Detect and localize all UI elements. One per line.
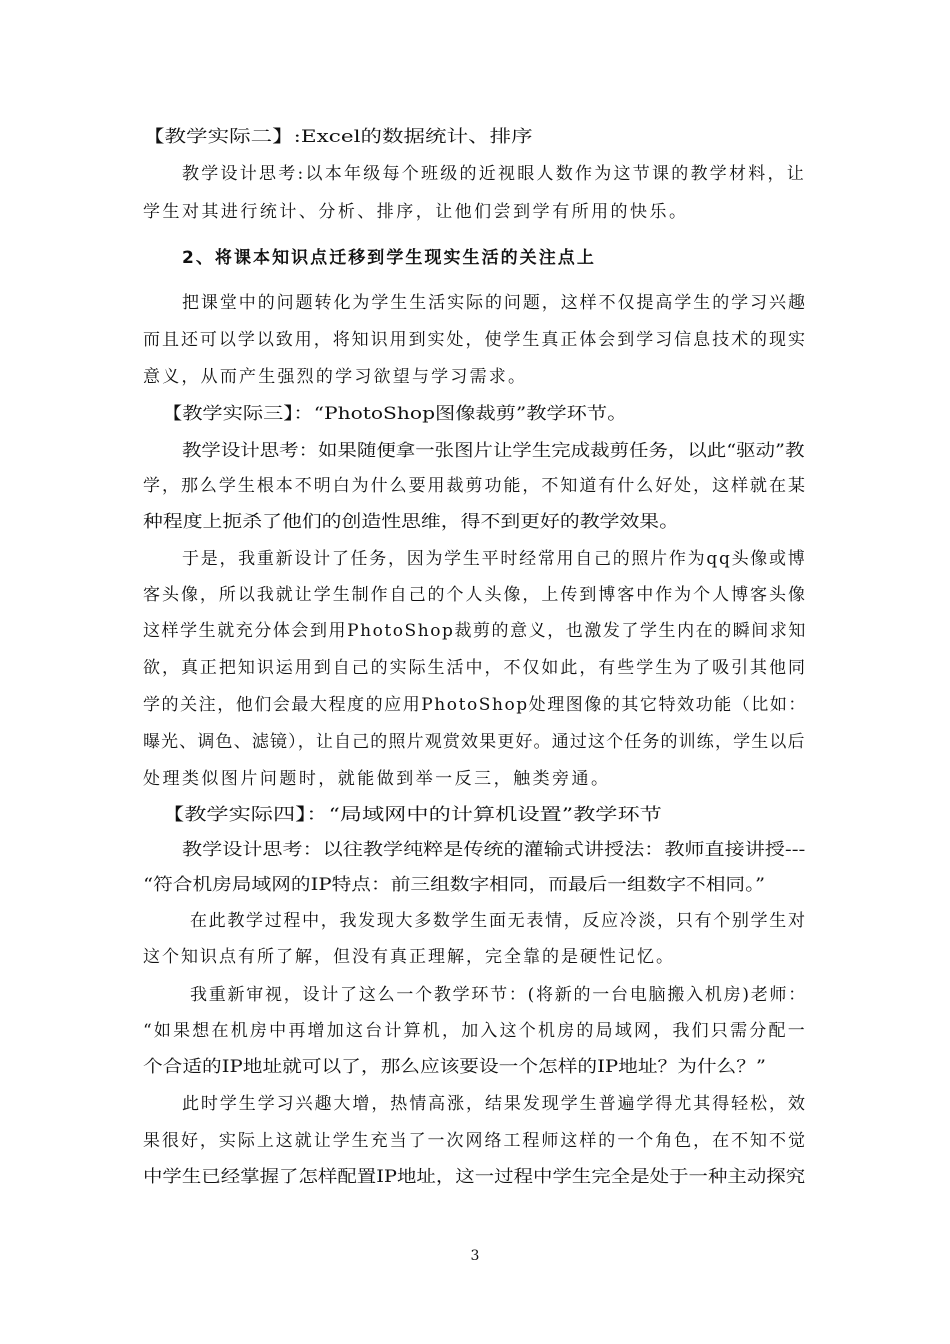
text-line: 学，那么学生根本不明白为什么要用裁剪功能，不知道有什么好处，这样就在某 [143, 476, 807, 496]
text-line: 这个知识点有所了解，但没有真正理解，完全靠的是硬性记忆。 [143, 947, 675, 967]
text-line: 而且还可以学以致用，将知识用到实处，使学生真正体会到学习信息技术的现实 [143, 330, 807, 350]
text-line: 【教学实际三】：“PhotoShop图像裁剪”教学环节。 [162, 404, 628, 424]
text-line: 教学设计思考:以本年级每个班级的近视眼人数作为这节课的教学材料，让 [182, 164, 806, 184]
text-line: 这样学生就充分体会到用PhotoShop裁剪的意义，也激发了学生内在的瞬间求知 [143, 621, 807, 641]
section-heading: 2、将课本知识点迁移到学生现实生活的关注点上 [182, 248, 596, 268]
text-line: 种程度上扼杀了他们的创造性思维，得不到更好的教学效果。 [143, 512, 679, 532]
text-line: 学生对其进行统计、分析、排序，让他们尝到学有所用的快乐。 [143, 202, 689, 222]
text-line: 在此教学过程中，我发现大多数学生面无表情，反应冷淡，只有个别学生对 [190, 911, 807, 931]
text-line: 果很好，实际上这就让学生充当了一次网络工程师这样的一个角色，在不知不觉 [143, 1131, 807, 1151]
text-line: 教学设计思考：如果随便拿一张图片让学生完成裁剪任务，以此“驱动”教 [182, 441, 805, 461]
text-line: 我重新审视，设计了这么一个教学环节：(将新的一台电脑搬入机房)老师： [190, 985, 808, 1005]
text-line: 把课堂中的问题转化为学生生活实际的问题，这样不仅提高学生的学习兴趣 [182, 293, 807, 313]
text-line: 个合适的IP地址就可以了，那么应该要设一个怎样的IP地址？为什么？” [143, 1057, 766, 1077]
page-number: 3 [470, 1248, 480, 1264]
text-line: 欲，真正把知识运用到自己的实际生活中，不仅如此，有些学生为了吸引其他同 [143, 658, 807, 678]
text-line: 中学生已经掌握了怎样配置IP地址，这一过程中学生完全是处于一种主动探究 [143, 1167, 806, 1187]
text-line: 此时学生学习兴趣大增，热情高涨，结果发现学生普遍学得尤其得轻松，效 [182, 1094, 807, 1114]
text-line: 处理类似图片问题时，就能做到举一反三，触类旁通。 [143, 769, 611, 789]
text-line: “如果想在机房中再增加这台计算机，加入这个机房的局域网，我们只需分配一 [143, 1021, 807, 1041]
text-line: 学的关注，他们会最大程度的应用PhotoShop处理图像的其它特效功能（比如： [143, 695, 807, 715]
text-line: 客头像，所以我就让学生制作自己的个人头像，上传到博客中作为个人博客头像 [143, 585, 807, 605]
text-line: 【教学实际四】：“局域网中的计算机设置”教学环节 [162, 805, 662, 825]
text-line: 曝光、调色、滤镜），让自己的照片观赏效果更好。通过这个任务的训练，学生以后 [143, 732, 806, 752]
text-line: 于是，我重新设计了任务，因为学生平时经常用自己的照片作为qq头像或博 [182, 549, 807, 569]
text-line: 【教学实际二】:Excel的数据统计、排序 [143, 127, 533, 147]
text-line: “符合机房局域网的IP特点：前三组数字相同，而最后一组数字不相同。” [143, 875, 766, 895]
text-line: 意义，从而产生强烈的学习欲望与学习需求。 [143, 367, 528, 387]
text-line: 教学设计思考：以往教学纯粹是传统的灌输式讲授法：教师直接讲授--- [182, 840, 806, 860]
